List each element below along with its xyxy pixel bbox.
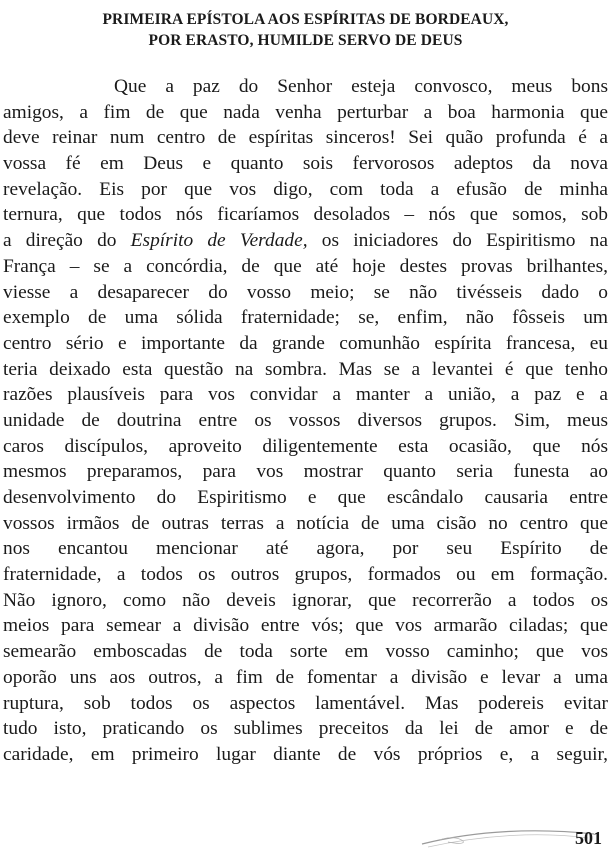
text-line: teria deixado esta questão na sombra. Mas se a levantei é que tenho bbox=[3, 358, 608, 380]
text-line: tudo isto, praticando os sublimes preceitos da lei de amor e de bbox=[3, 718, 608, 740]
text-line: fraternidade, a todos os outros grupos, formados ou em formação. bbox=[3, 564, 608, 586]
text-segment: os iniciadores do Espiritismo na bbox=[307, 230, 608, 252]
text-line: exemplo de uma sólida fraternidade; se, enfim, não fôsseis um bbox=[3, 307, 608, 329]
text-line-with-italic bbox=[3, 228, 608, 254]
chapter-title bbox=[0, 9, 611, 51]
text-line: Que a paz do Senhor esteja convosco, meus bons bbox=[114, 76, 608, 97]
text-line: deve reinar num centro de espíritas sinceros! Sei quão profunda é a bbox=[3, 127, 608, 149]
text-line: caros discípulos, aproveito diligentemente esta ocasião, que nós bbox=[3, 435, 608, 457]
text-line: unidade de doutrina entre os vossos diversos grupos. Sim, meus bbox=[3, 409, 608, 431]
text-line: desenvolvimento do Espiritismo e que escândalo causaria entre bbox=[3, 487, 608, 508]
text-line: ruptura, sob todos os aspectos lamentável. Mas podereis evitar bbox=[3, 692, 608, 714]
text-line: centro sério e importante da grande comunhão espírita francesa, eu bbox=[3, 332, 608, 354]
text-line: Não ignoro, como não deveis ignorar, que recorrerão a todos os bbox=[3, 589, 608, 611]
text-line: caridade, em primeiro lugar diante de vós próprios e, a seguir, bbox=[3, 743, 608, 765]
text-line: viesse a desaparecer do vosso meio; se não tivésseis dado o bbox=[3, 281, 608, 303]
chapter-title-line-2: POR ERASTO, HUMILDE SERVO DE DEUS bbox=[148, 32, 463, 49]
text-line: vossos irmãos de outras terras a notícia de uma cisão no centro que bbox=[3, 512, 608, 534]
text-line: mesmos preparamos, para vos mostrar quanto seria funesta ao bbox=[3, 461, 608, 483]
footer-swoosh-ornament bbox=[418, 826, 598, 850]
text-line: oporão uns aos outros, a fim de fomentar a divisão e levar a uma bbox=[3, 666, 608, 688]
page-number: 501 bbox=[575, 828, 602, 848]
text-line: amigos, a fim de que nada venha perturbar a boa harmonia que bbox=[3, 101, 608, 123]
text-line: França – se a concórdia, de que até hoje destes provas brilhantes, bbox=[3, 255, 608, 277]
text-line: nos encantou mencionar até agora, por seu Espírito de bbox=[3, 538, 608, 560]
text-line: vossa fé em Deus e quanto sois fervorosos adeptos da nova bbox=[3, 153, 608, 175]
text-line: revelação. Eis por que vos digo, com toda a efusão de minha bbox=[3, 178, 608, 200]
text-line: semearão emboscadas de toda sorte em vosso caminho; que vos bbox=[3, 641, 608, 663]
body-text bbox=[3, 74, 608, 768]
text-line: ternura, que todos nós ficaríamos desolados – nós que somos, sob bbox=[3, 204, 608, 226]
chapter-title-line-1: PRIMEIRA EPÍSTOLA AOS ESPÍRITAS DE BORDEAUX, bbox=[102, 11, 509, 28]
text-line: razões plausíveis para vos convidar a manter a união, a paz e a bbox=[3, 384, 608, 406]
text-segment: a direção do bbox=[3, 230, 131, 252]
italic-term: Espírito de Verdade, bbox=[130, 230, 308, 252]
text-line: meios para semear a divisão entre vós; que vos armarão ciladas; que bbox=[3, 615, 608, 637]
